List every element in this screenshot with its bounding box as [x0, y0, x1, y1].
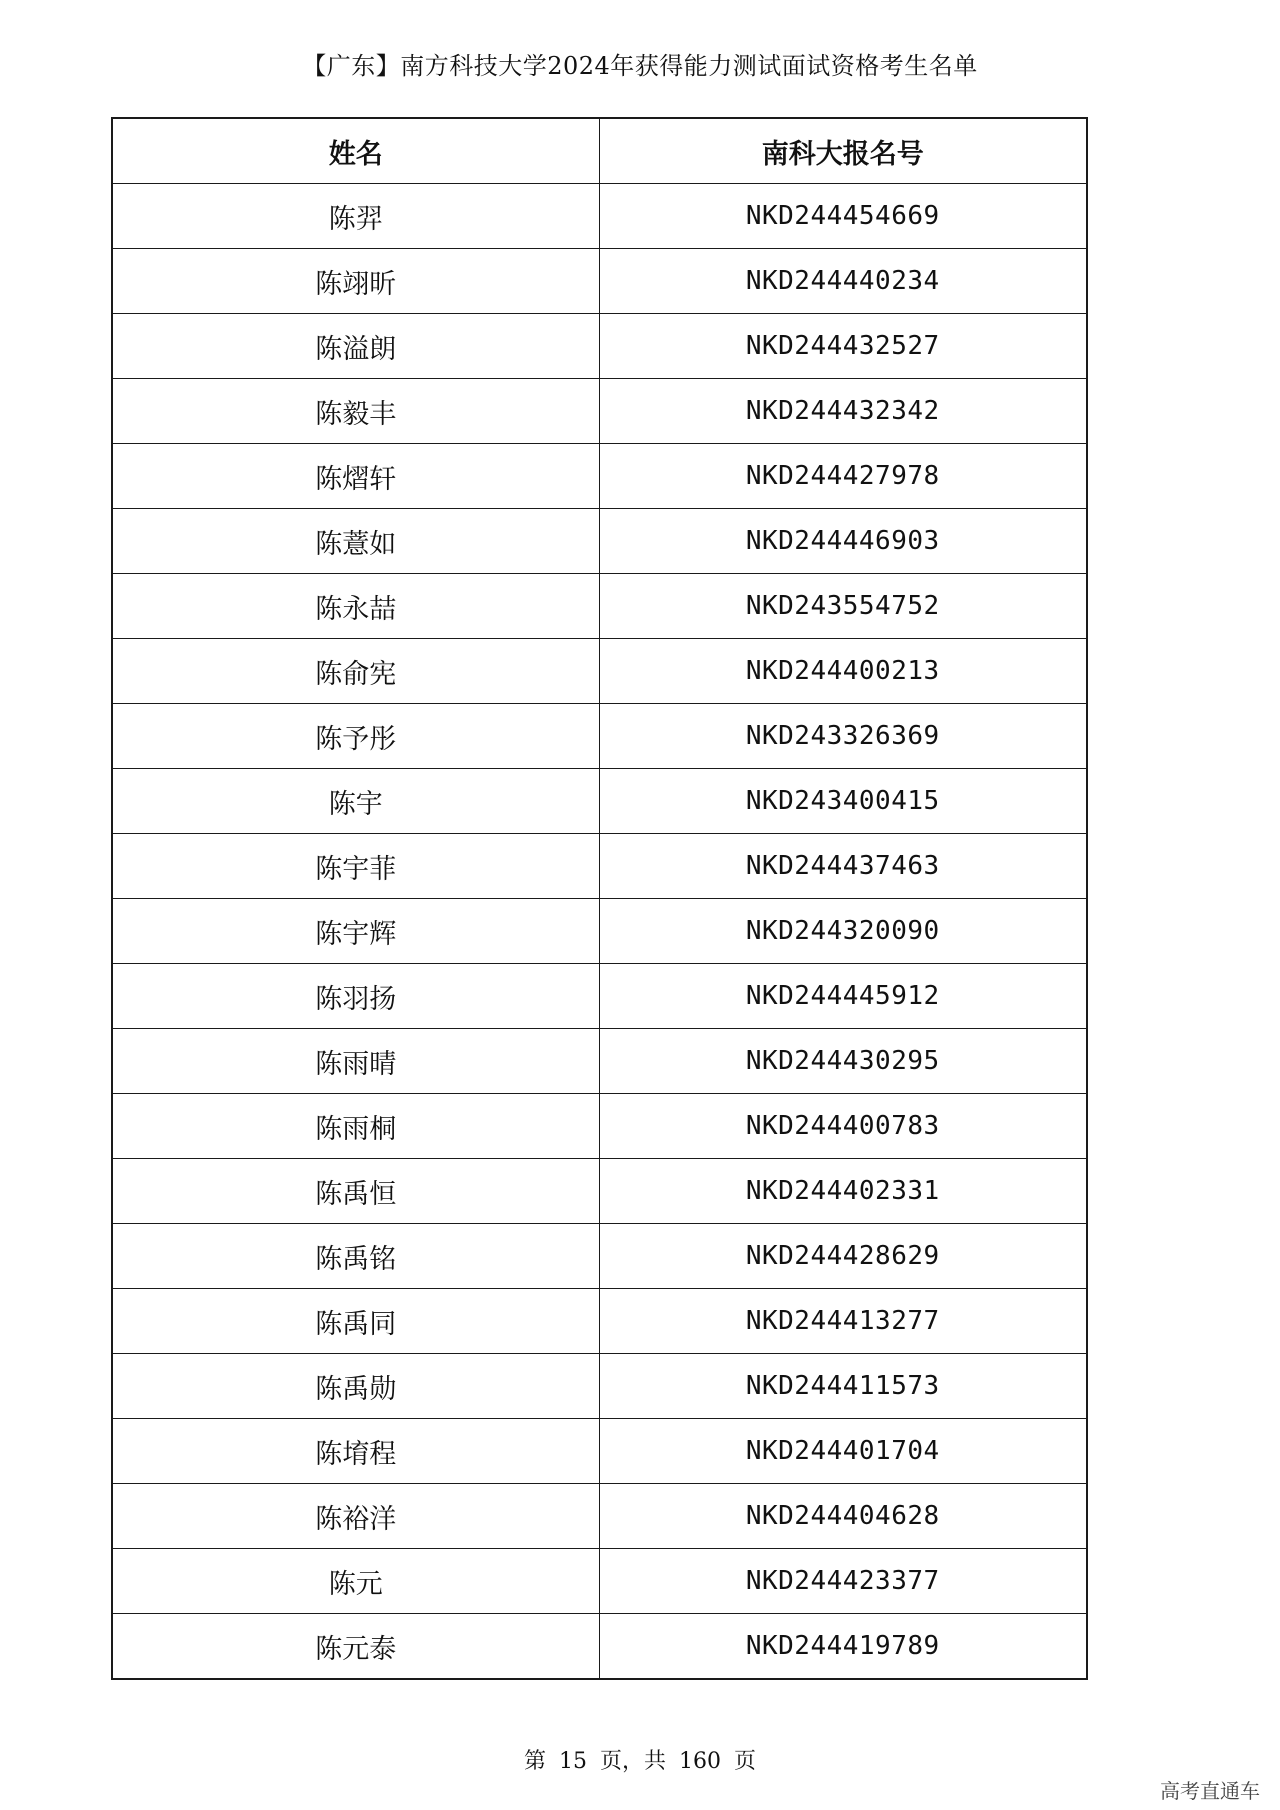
candidate-name-cell: 陈予彤 [112, 704, 599, 769]
candidate-name-cell: 陈羽扬 [112, 964, 599, 1029]
table-row [112, 509, 1087, 574]
registration-number-cell: NKD244446903 [599, 509, 1087, 574]
registration-number-cell: NKD244428629 [599, 1224, 1087, 1289]
table-row [112, 1094, 1087, 1159]
candidate-name-cell: 陈羿 [112, 184, 599, 249]
registration-number-cell: NKD244445912 [599, 964, 1087, 1029]
candidate-name-cell: 陈雨桐 [112, 1094, 599, 1159]
candidate-name-cell: 陈毅丰 [112, 379, 599, 444]
table-row [112, 314, 1087, 379]
candidate-name-cell: 陈堉程 [112, 1419, 599, 1484]
candidate-name-cell: 陈元 [112, 1549, 599, 1614]
table-row [112, 1484, 1087, 1549]
table-row [112, 899, 1087, 964]
table-row [112, 249, 1087, 314]
page-footer: 第 15 页，共 160 页 [524, 1749, 756, 1774]
candidate-name-cell: 陈禹恒 [112, 1159, 599, 1224]
candidate-name-cell: 陈溢朗 [112, 314, 599, 379]
table-row [112, 639, 1087, 704]
table-row [112, 1289, 1087, 1354]
registration-number-cell: NKD243400415 [599, 769, 1087, 834]
registration-number-cell: NKD244430295 [599, 1029, 1087, 1094]
registration-number-cell: NKD244404628 [599, 1484, 1087, 1549]
table-row [112, 1224, 1087, 1289]
candidate-table [111, 117, 1088, 1680]
candidate-name-cell: 陈禹铭 [112, 1224, 599, 1289]
table-row [112, 834, 1087, 899]
candidate-name-cell: 陈裕洋 [112, 1484, 599, 1549]
registration-number-cell: NKD244402331 [599, 1159, 1087, 1224]
registration-number-cell: NKD244437463 [599, 834, 1087, 899]
candidate-name-cell: 陈永喆 [112, 574, 599, 639]
table-row [112, 1419, 1087, 1484]
registration-number-cell: NKD243326369 [599, 704, 1087, 769]
candidate-name-cell: 陈宇菲 [112, 834, 599, 899]
candidate-name-cell: 陈熠轩 [112, 444, 599, 509]
table-row [112, 769, 1087, 834]
candidate-name-cell: 陈薏如 [112, 509, 599, 574]
table-row [112, 1354, 1087, 1419]
registration-number-cell: NKD244400783 [599, 1094, 1087, 1159]
registration-number-cell: NKD244413277 [599, 1289, 1087, 1354]
candidate-name-cell: 陈宇辉 [112, 899, 599, 964]
candidate-name-cell: 陈禹同 [112, 1289, 599, 1354]
header-row [112, 118, 1087, 184]
table-row [112, 964, 1087, 1029]
table-row [112, 379, 1087, 444]
table-row [112, 1159, 1087, 1224]
registration-number-cell: NKD244432527 [599, 314, 1087, 379]
registration-number-cell: NKD244419789 [599, 1614, 1087, 1680]
watermark: 高考直通车 [1160, 1779, 1260, 1803]
table-row [112, 1029, 1087, 1094]
candidate-name-cell: 陈翊昕 [112, 249, 599, 314]
candidate-name-cell: 陈宇 [112, 769, 599, 834]
table-row [112, 184, 1087, 249]
registration-number-cell: NKD244440234 [599, 249, 1087, 314]
table-row [112, 1549, 1087, 1614]
registration-number-cell: NKD244400213 [599, 639, 1087, 704]
candidate-name-cell: 陈雨晴 [112, 1029, 599, 1094]
registration-number-cell: NKD244401704 [599, 1419, 1087, 1484]
candidate-name-cell: 陈禹勋 [112, 1354, 599, 1419]
registration-number-cell: NKD244454669 [599, 184, 1087, 249]
column-header-name: 姓名 [112, 118, 599, 184]
table-header [112, 118, 1087, 184]
column-header-registration-number: 南科大报名号 [599, 118, 1087, 184]
page-title: 【广东】南方科技大学2024年获得能力测试面试资格考生名单 [302, 52, 978, 80]
registration-number-cell: NKD244423377 [599, 1549, 1087, 1614]
table-row [112, 704, 1087, 769]
registration-number-cell: NKD244320090 [599, 899, 1087, 964]
candidate-name-cell: 陈俞宪 [112, 639, 599, 704]
table-row [112, 1614, 1087, 1680]
registration-number-cell: NKD244427978 [599, 444, 1087, 509]
table-body [112, 184, 1087, 1680]
table-row [112, 574, 1087, 639]
table-row [112, 444, 1087, 509]
candidate-name-cell: 陈元泰 [112, 1614, 599, 1680]
registration-number-cell: NKD244432342 [599, 379, 1087, 444]
registration-number-cell: NKD243554752 [599, 574, 1087, 639]
registration-number-cell: NKD244411573 [599, 1354, 1087, 1419]
